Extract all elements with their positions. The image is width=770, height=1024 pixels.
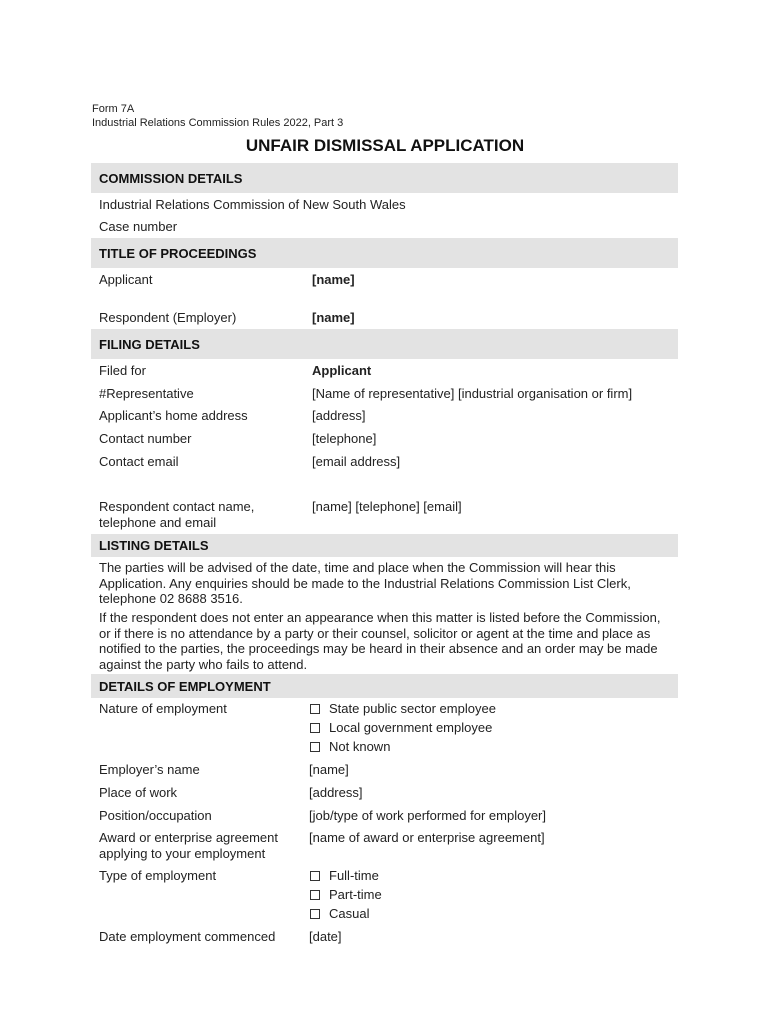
type-option-label: Casual [329, 906, 370, 921]
respondent-contact-label-line2: telephone and email [99, 515, 217, 530]
respondent-value: [name] [312, 310, 355, 325]
place-of-work-label: Place of work [99, 785, 178, 800]
nature-option-local-government[interactable] [310, 720, 492, 735]
nature-option-label: Not known [329, 739, 391, 754]
case-number-label: Case number [99, 219, 178, 234]
page-title: UNFAIR DISMISSAL APPLICATION [245, 136, 525, 155]
applicant-label: Applicant [99, 272, 153, 287]
checkbox-icon[interactable] [310, 890, 320, 900]
type-option-label: Part-time [329, 887, 382, 902]
place-of-work-value: [address] [309, 785, 363, 800]
nature-option-label: Local government employee [329, 720, 493, 735]
contact-email-label: Contact email [99, 454, 179, 469]
checkbox-icon[interactable] [310, 742, 320, 752]
position-label: Position/occupation [99, 808, 212, 823]
award-label-line2: applying to your employment [99, 846, 266, 861]
rules-reference: Industrial Relations Commission Rules 2022, Part 3 [92, 117, 344, 129]
contact-number-label: Contact number [99, 431, 192, 446]
employer-name-value: [name] [309, 762, 349, 777]
type-option-full-time[interactable] [310, 868, 379, 883]
type-option-casual[interactable] [310, 906, 369, 921]
type-option-part-time[interactable] [310, 887, 382, 902]
applicant-value: [name] [312, 272, 355, 287]
respondent-label: Respondent (Employer) [99, 310, 237, 325]
form-number: Form 7A [92, 103, 135, 115]
nature-of-employment-label: Nature of employment [99, 701, 227, 716]
commission-name: Industrial Relations Commission of New South Wales [99, 197, 406, 212]
checkbox-icon[interactable] [310, 704, 320, 714]
employer-name-label: Employer’s name [99, 762, 200, 777]
nature-option-not-known[interactable] [310, 739, 390, 754]
respondent-contact-value: [name] [telephone] [email] [312, 499, 462, 514]
contact-email-value: [email address] [312, 454, 401, 469]
nature-option-label: State public sector employee [329, 701, 496, 716]
commission-details-heading: COMMISSION DETAILS [91, 163, 678, 193]
date-commenced-value: [date] [309, 929, 342, 944]
listing-paragraph-1: The parties will be advised of the date, time and place when the Commission will hear this Application. Any enquiries should be made to the Industrial Relations Commission List Clerk, telephone 02 8688 3516. [99, 560, 631, 606]
type-option-label: Full-time [329, 868, 379, 883]
filed-for-label: Filed for [99, 363, 146, 378]
filed-for-value: Applicant [312, 363, 372, 378]
contact-number-value: [telephone] [312, 431, 377, 446]
title-of-proceedings-heading: TITLE OF PROCEEDINGS [91, 238, 678, 268]
home-address-label: Applicant’s home address [99, 408, 248, 423]
respondent-contact-label-line1: Respondent contact name, [99, 499, 255, 514]
award-value: [name of award or enterprise agreement] [309, 830, 545, 845]
listing-paragraph-2: If the respondent does not enter an appearance when this matter is listed before the Commission, or if there is no attendance by a party or their counsel, solicitor or agent at the time and place as notified to the parties, the proceedings may be heard in their absence and an order may be made against the party who fails to attend. [99, 610, 661, 672]
position-value: [job/type of work performed for employer] [309, 808, 546, 823]
checkbox-icon[interactable] [310, 909, 320, 919]
details-of-employment-heading: DETAILS OF EMPLOYMENT [91, 674, 678, 698]
listing-details-heading: LISTING DETAILS [91, 534, 678, 557]
filing-details-heading: FILING DETAILS [91, 329, 678, 359]
checkbox-icon[interactable] [310, 871, 320, 881]
type-of-employment-label: Type of employment [99, 868, 217, 883]
representative-label: #Representative [99, 386, 194, 401]
date-commenced-label: Date employment commenced [99, 929, 276, 944]
representative-value: [Name of representative] [industrial organisation or firm] [312, 386, 633, 401]
home-address-value: [address] [312, 408, 366, 423]
award-label-line1: Award or enterprise agreement [99, 830, 278, 845]
nature-option-state-public-sector[interactable] [310, 701, 496, 716]
checkbox-icon[interactable] [310, 723, 320, 733]
